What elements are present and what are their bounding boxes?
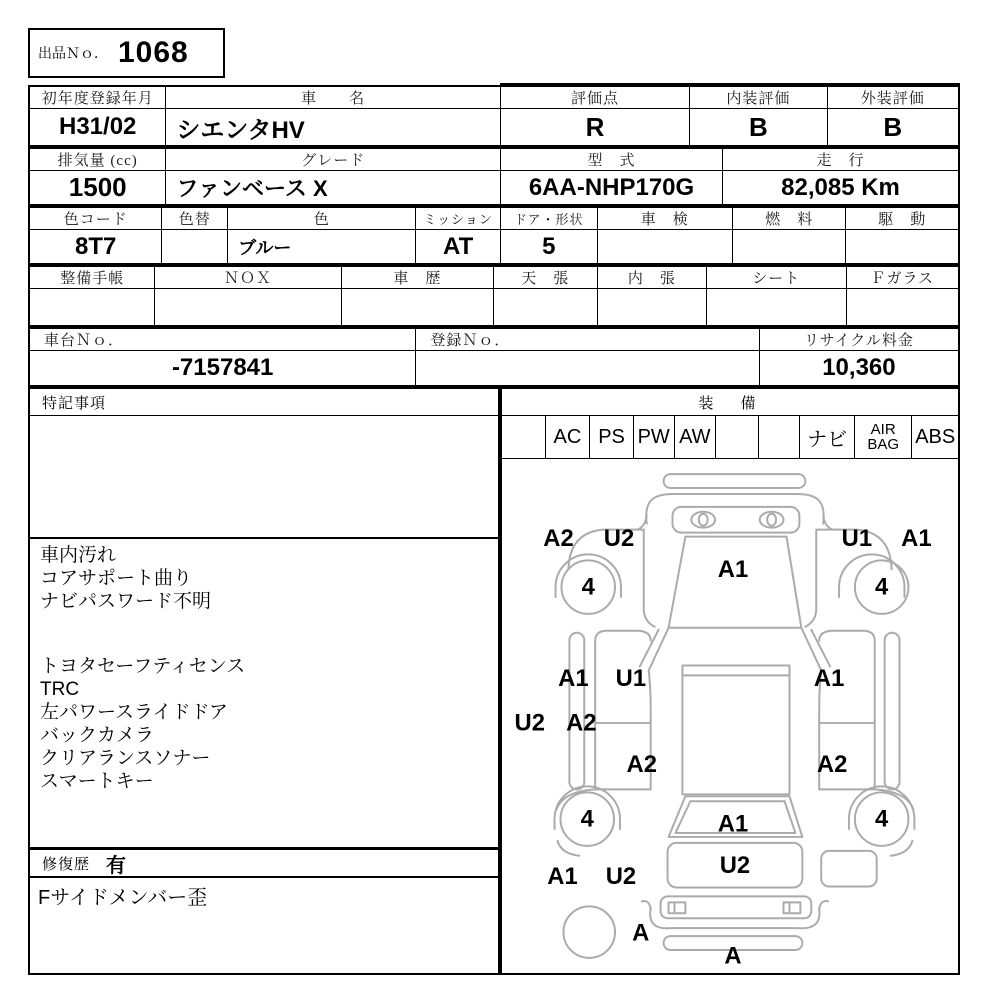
field-mileage — [722, 149, 958, 204]
seat-label: シート — [707, 267, 845, 289]
score-value: R — [585, 111, 605, 142]
row-model — [28, 147, 960, 206]
note-line: スマートキー — [40, 771, 154, 792]
damage-label: A1 — [717, 810, 749, 838]
equipment-cell: PS — [589, 416, 633, 458]
inspection-label: 車 検 — [598, 208, 732, 230]
equipment-cell: PW — [633, 416, 674, 458]
damage-label: U2 — [603, 525, 635, 553]
damage-label: A — [632, 919, 650, 947]
headliner-label: 天 張 — [494, 267, 597, 289]
field-color-change — [161, 208, 227, 263]
color-code-value: 8T7 — [75, 232, 117, 260]
service-book-label: 整備手帳 — [30, 267, 154, 289]
door-trim-label: 内 張 — [598, 267, 707, 289]
wheel-label: 4 — [580, 805, 594, 833]
first-registration-value: H31/02 — [59, 113, 137, 140]
color-label: 色 — [228, 208, 415, 230]
field-service-book — [30, 267, 154, 325]
field-first-registration — [30, 87, 165, 145]
repair-history-label: 修復歴 — [42, 856, 91, 873]
damage-label: A2 — [543, 525, 574, 553]
damage-label: U2 — [514, 709, 545, 737]
nox-label: ＮＯＸ — [155, 267, 340, 289]
field-interior-grade — [689, 87, 826, 145]
repair-history-row — [30, 847, 498, 878]
wheel-label: 4 — [875, 805, 889, 833]
auction-number-label: 出品Ｎｏ． — [38, 47, 108, 62]
damage-label: A2 — [816, 751, 848, 779]
field-displacement — [30, 149, 165, 204]
door-trim-value — [598, 289, 707, 325]
note-line: 左パワースライドドア — [40, 702, 228, 723]
field-doors — [500, 208, 597, 263]
field-inspection — [597, 208, 732, 263]
seat-value — [707, 289, 845, 325]
damage-label: A1 — [558, 664, 589, 692]
chassis-no-label: 車台Ｎｏ． — [30, 329, 415, 351]
mileage-label: 走 行 — [723, 149, 958, 171]
notes-group-2 — [40, 655, 490, 793]
transmission-value: AT — [443, 232, 474, 260]
wheel-label: 4 — [875, 573, 889, 601]
model-code-value: 6AA-NHP170G — [528, 173, 695, 201]
reg-no-value — [416, 351, 759, 385]
equipment-cell: AC — [545, 416, 590, 458]
interior-grade-label: 内装評価 — [690, 87, 826, 109]
field-score — [500, 87, 689, 145]
row-color — [28, 206, 960, 265]
first-registration-label: 初年度登録年月 — [30, 87, 165, 109]
drive-value — [846, 230, 958, 263]
equipment-cell — [758, 416, 800, 458]
damage-label: U2 — [719, 852, 751, 880]
car-name-label: 車 名 — [166, 87, 500, 109]
inspection-value — [598, 230, 732, 263]
damage-labels-layer — [515, 525, 932, 969]
row-condition — [28, 265, 960, 327]
notes-divider-line — [30, 537, 498, 539]
damage-label: A1 — [547, 863, 578, 891]
notes-group-1 — [40, 544, 490, 613]
note-line: コアサポート曲り — [40, 568, 193, 589]
exterior-grade-value: B — [883, 111, 903, 142]
note-line: ナビパスワード不明 — [40, 591, 212, 612]
equipment-cell: AIR BAG — [854, 416, 912, 458]
car-damage-diagram — [502, 460, 958, 973]
damage-label: A2 — [566, 709, 597, 737]
fuel-value — [733, 230, 846, 263]
field-recycle-fee — [759, 329, 958, 385]
equipment-cell: AW — [674, 416, 716, 458]
special-notes-section — [28, 387, 500, 975]
score-label: 評価点 — [501, 87, 689, 109]
color-code-label: 色コード — [30, 208, 161, 230]
car-name-value: シエンタHV — [176, 116, 305, 144]
nox-value — [155, 289, 340, 325]
front-glass-value — [847, 289, 959, 325]
special-notes-label: 特記事項 — [30, 389, 498, 416]
damage-label: U2 — [605, 863, 637, 891]
interior-grade-value: B — [748, 111, 768, 142]
doors-value: 5 — [542, 232, 556, 260]
transmission-label: ミッション — [416, 208, 500, 230]
field-exterior-grade — [827, 87, 958, 145]
damage-label: A1 — [901, 525, 932, 553]
front-glass-label: Ｆガラス — [847, 267, 959, 289]
equipment-cell: ナビ — [799, 416, 854, 458]
repair-history-value: 有 — [106, 854, 127, 877]
field-fuel — [732, 208, 846, 263]
mileage-value: 82,085 Km — [781, 173, 900, 201]
note-line: バックカメラ — [40, 725, 155, 746]
recycle-fee-value: 10,360 — [822, 354, 896, 381]
drive-label: 駆 動 — [846, 208, 958, 230]
car-history-label: 車 歴 — [342, 267, 493, 289]
note-line: TRC — [40, 679, 80, 700]
service-book-value — [30, 289, 154, 325]
chassis-no-value: -7157841 — [171, 354, 274, 381]
reg-no-label: 登録Ｎｏ． — [416, 329, 759, 351]
field-car-history — [341, 267, 493, 325]
field-model-code — [500, 149, 722, 204]
car-history-value — [342, 289, 493, 325]
auction-number-box — [28, 28, 225, 78]
displacement-value: 1500 — [68, 172, 127, 202]
damage-label: A — [724, 942, 742, 970]
field-headliner — [493, 267, 597, 325]
displacement-label: 排気量 (cc) — [30, 149, 165, 171]
doors-label: ドア・形状 — [501, 208, 597, 230]
color-change-value — [162, 230, 227, 263]
repair-history-detail: Fサイドメンバー歪 — [38, 887, 208, 909]
field-transmission — [415, 208, 500, 263]
recycle-fee-label: リサイクル料金 — [760, 329, 958, 351]
field-front-glass — [846, 267, 959, 325]
model-code-label: 型 式 — [501, 149, 722, 171]
field-color-code — [30, 208, 161, 263]
field-seat — [706, 267, 845, 325]
field-car-name — [165, 87, 500, 145]
row-chassis — [28, 327, 960, 387]
wheel-label: 4 — [581, 573, 595, 601]
field-color — [227, 208, 415, 263]
row-registration — [28, 85, 960, 147]
note-line: 車内汚れ — [40, 545, 117, 566]
note-line: クリアランスソナー — [40, 748, 211, 769]
evaluation-thick-border — [500, 83, 960, 87]
exterior-grade-label: 外装評価 — [828, 87, 958, 109]
equipment-cell — [715, 416, 758, 458]
field-grade — [165, 149, 500, 204]
field-chassis-no — [30, 329, 415, 385]
equipment-row — [502, 416, 958, 459]
headliner-value — [494, 289, 597, 325]
color-value: ブルー — [238, 237, 292, 258]
field-door-trim — [597, 267, 707, 325]
field-nox — [154, 267, 340, 325]
equipment-cell — [502, 416, 545, 458]
damage-label: U1 — [841, 525, 873, 553]
equipment-section — [500, 387, 960, 975]
equipment-cell: ABS — [911, 416, 958, 458]
special-notes-text — [40, 544, 490, 793]
field-drive — [845, 208, 958, 263]
note-line: トヨタセーフティセンス — [40, 656, 246, 677]
damage-label: U1 — [615, 664, 647, 692]
damage-label: A2 — [626, 751, 657, 779]
damage-label: A1 — [813, 664, 845, 692]
field-reg-no — [415, 329, 759, 385]
grade-value: ファンベース X — [176, 176, 328, 201]
fuel-label: 燃 料 — [733, 208, 846, 230]
color-change-label: 色替 — [162, 208, 227, 230]
auction-number-value: 1068 — [118, 36, 189, 69]
grade-label: グレード — [166, 149, 500, 171]
equipment-label: 装 備 — [502, 389, 958, 416]
damage-label: A1 — [717, 555, 749, 583]
